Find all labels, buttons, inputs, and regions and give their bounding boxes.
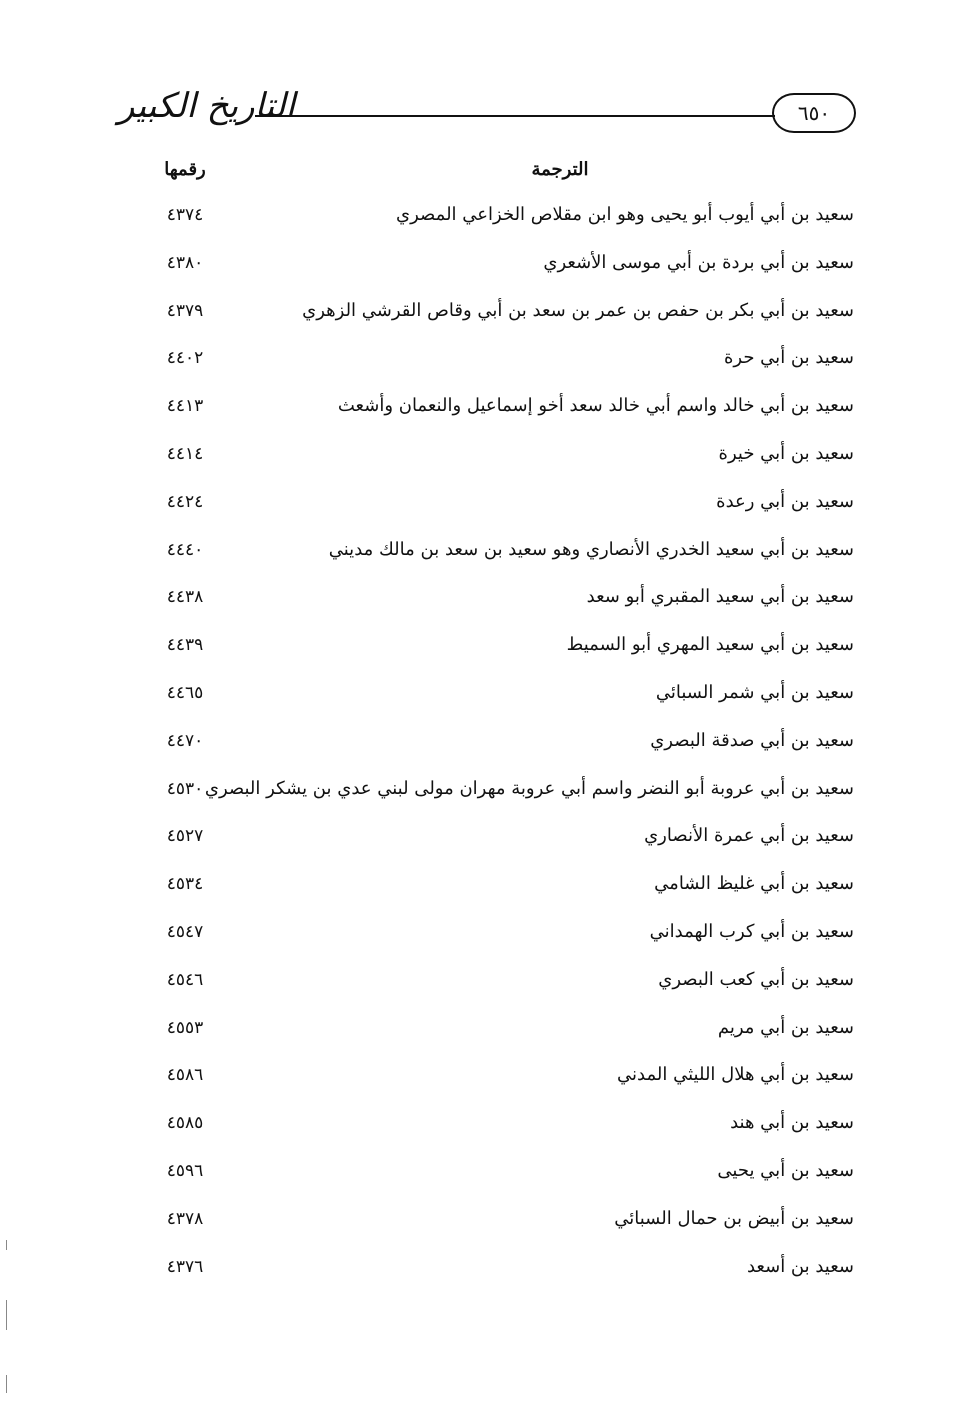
entry-number: ٤٤٢٤ xyxy=(166,491,204,512)
entry-name: سعيد بن أبي بردة بن أبي موسى الأشعري xyxy=(543,251,854,273)
page-number: ٦٥٠ xyxy=(797,101,831,125)
entry-name: سعيد بن أبي سعيد المهري أبو السميط xyxy=(566,634,854,656)
entry-number: ٤٣٧٨ xyxy=(166,1208,204,1229)
index-entry xyxy=(0,865,978,913)
entry-number: ٤٤٤٠ xyxy=(166,539,204,560)
index-entry xyxy=(0,1009,978,1057)
entry-name: سعيد بن أبي سعيد المقبري أبو سعد xyxy=(586,586,854,608)
index-entry xyxy=(0,196,978,244)
index-entry xyxy=(0,913,978,961)
entry-number: ٤٥٨٥ xyxy=(166,1113,204,1134)
entry-name: سعيد بن أبي شمر السبائي xyxy=(655,681,854,703)
entry-name: سعيد بن أبيض بن حمال السبائي xyxy=(614,1207,854,1229)
edge-mark xyxy=(6,1240,7,1250)
entry-number: ٤٥٨٦ xyxy=(166,1065,204,1086)
entry-number: ٤٣٨٠ xyxy=(166,252,204,273)
entry-name: سعيد بن أبي رعدة xyxy=(716,490,854,512)
entry-name: سعيد بن أبي هند xyxy=(730,1112,854,1134)
entry-name: سعيد بن أبي حرة xyxy=(723,347,854,369)
index-entry xyxy=(0,244,978,292)
index-entry xyxy=(0,339,978,387)
index-entry xyxy=(0,961,978,1009)
entry-number: ٤٣٧٩ xyxy=(166,300,204,321)
header-rule xyxy=(255,115,775,117)
column-heading-number: رقمها xyxy=(164,159,206,180)
entry-name: سعيد بن أبي يحيى xyxy=(717,1159,854,1181)
entry-number: ٤٥٥٣ xyxy=(166,1017,204,1038)
entry-name: سعيد بن أبي سعيد الخدري الأنصاري وهو سعيد بن سعد بن مالك مديني xyxy=(328,538,854,560)
entry-number: ٤٣٧٦ xyxy=(166,1256,204,1277)
entry-name: سعيد بن أبي عروبة أبو النضر واسم أبي عروبة مهران مولى لبني عدي بن يشكر البصري xyxy=(204,777,854,799)
entry-name: سعيد بن أبي غليظ الشامي xyxy=(654,873,854,895)
index-entry xyxy=(0,1200,978,1248)
entry-name: سعيد بن أبي عمرة الأنصاري xyxy=(644,825,854,847)
entry-number: ٤٤١٣ xyxy=(166,396,204,417)
entry-number: ٤٥٣٤ xyxy=(166,874,204,895)
entry-number: ٤٤٠٢ xyxy=(166,348,204,369)
entry-number: ٤٤٣٩ xyxy=(166,635,204,656)
index-entry xyxy=(0,1248,978,1296)
entry-number: ٤٤٣٨ xyxy=(166,587,204,608)
entry-number: ٤٣٧٤ xyxy=(166,205,204,225)
index-entry xyxy=(0,483,978,531)
entry-name: سعيد بن أبي هلال الليثي المدني xyxy=(617,1064,854,1086)
entry-name: سعيد بن أبي أيوب أبو يحيى وهو ابن مقلاص الخزاعي المصري xyxy=(396,204,854,225)
entry-name: سعيد بن أبي بكر بن حفص بن عمر بن سعد بن أبي وقاص القرشي الزهري xyxy=(302,299,854,321)
entry-name: سعيد بن أبي خالد واسم أبي خالد سعد أخو إسماعيل والنعمان وأشعث xyxy=(337,395,854,417)
column-heading-name: الترجمة xyxy=(531,159,589,180)
edge-mark xyxy=(6,1375,7,1393)
index-entry xyxy=(0,1056,978,1104)
index-list xyxy=(0,196,978,1295)
entry-name: سعيد بن أسعد xyxy=(746,1255,854,1277)
index-entry xyxy=(0,674,978,722)
index-entry xyxy=(0,1152,978,1200)
index-entry xyxy=(0,387,978,435)
index-entry xyxy=(0,292,978,340)
index-entry xyxy=(0,817,978,865)
page-number-badge xyxy=(772,93,856,133)
entry-name: سعيد بن أبي صدقة البصري xyxy=(650,729,854,751)
index-entry xyxy=(0,531,978,579)
entry-number: ٤٤٦٥ xyxy=(166,682,204,703)
running-title: التاريخ الكبير xyxy=(118,86,295,126)
entry-name: سعيد بن أبي خيرة xyxy=(718,442,854,464)
entry-number: ٤٥٣٠ xyxy=(166,778,204,799)
entry-number: ٤٥٢٧ xyxy=(166,826,204,847)
entry-name: سعيد بن أبي مريم xyxy=(717,1016,854,1038)
index-entry xyxy=(0,435,978,483)
entry-number: ٤٥٩٦ xyxy=(166,1160,204,1181)
edge-mark xyxy=(6,1300,7,1330)
entry-name: سعيد بن أبي كرب الهمداني xyxy=(649,920,854,942)
index-entry xyxy=(0,770,978,818)
index-entry xyxy=(0,626,978,674)
entry-number: ٤٥٤٧ xyxy=(166,921,204,942)
index-entry xyxy=(0,578,978,626)
entry-number: ٤٥٤٦ xyxy=(166,969,204,990)
entry-number: ٤٤١٤ xyxy=(166,443,204,464)
index-entry xyxy=(0,1104,978,1152)
entry-number: ٤٤٧٠ xyxy=(166,730,204,751)
entry-name: سعيد بن أبي كعب البصري xyxy=(658,968,854,990)
index-entry xyxy=(0,722,978,770)
